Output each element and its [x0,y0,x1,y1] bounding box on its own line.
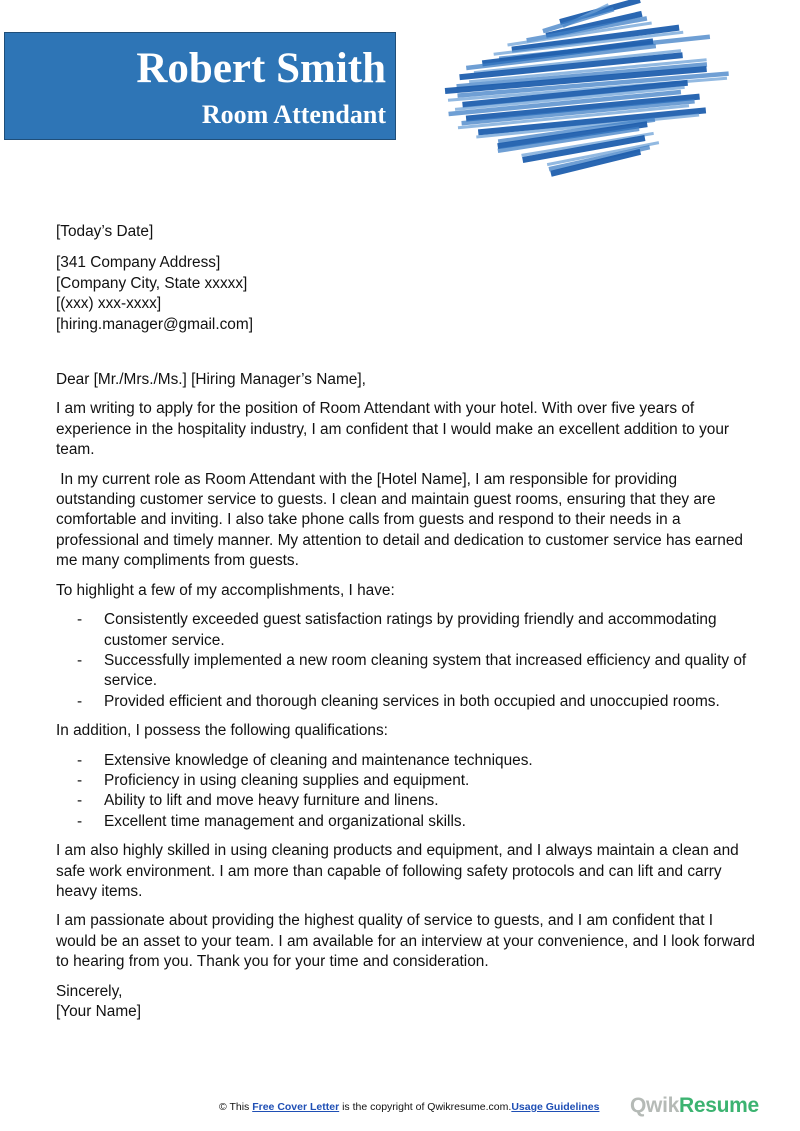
list-item-text: Ability to lift and move heavy furniture and linens. [104,792,439,810]
paragraph-intro: I am writing to apply for the position of Room Attendant with your hotel. With over five years of experience in the hospitality industry, I am confident that I would make an excellent addition to your team. [56,400,734,459]
bullet-dash: - [77,751,83,769]
logo-text-resume: Resume [678,1094,759,1117]
usage-guidelines-link[interactable]: Usage Guidelines [511,1101,600,1113]
copyright-middle: is the copyright of Qwikresume.com. [339,1101,512,1113]
list-item-text: Successfully implemented a new room cleaning system that increased efficiency and quality of service. [104,651,747,690]
list-item [56,751,756,771]
bullet-dash: - [77,692,83,710]
header-banner [4,32,396,140]
logo-text-qwik: Qwik [630,1094,679,1117]
address-line: [341 Company Address] [56,254,221,272]
list-item-text: Proficiency in using cleaning supplies and equipment. [104,771,470,789]
list-item [56,651,756,692]
bullet-dash: - [77,812,83,830]
closing: Sincerely, [56,982,123,1000]
recipient-address [56,253,756,335]
bullet-dash: - [77,611,83,629]
list-item [56,812,756,832]
paragraph-current-role: In my current role as Room Attendant with the [Hotel Name], I am responsible for providing outstanding customer service to guests. I clean and maintain guest rooms, ensuring that they are comfortable and inviting. I also take phone calls from guests and respond to their needs in a professional and timely manner. My attention to detail and dedication to customer service has earned me many compliments from guests. [56,470,748,570]
letter-body [56,222,756,1022]
address-line: [hiring.manager@gmail.com] [56,315,253,333]
letter-date: [Today’s Date] [56,223,154,240]
bullet-dash: - [77,771,83,789]
bullet-dash: - [77,792,83,810]
job-title: Room Attendant [201,100,386,129]
list-item-text: Consistently exceeded guest satisfaction ratings by providing friendly and accommodating customer service. [104,611,717,649]
list-item [56,771,756,791]
list-item-text: Excellent time management and organizational skills. [104,812,466,830]
list-item-text: Extensive knowledge of cleaning and maintenance techniques. [104,751,533,769]
applicant-name: Robert Smith [136,45,386,92]
qwikresume-logo [630,1094,759,1118]
salutation: Dear [Mr./Mrs./Ms.] [Hiring Manager’s Name], [56,371,366,389]
qualifications-intro: In addition, I possess the following qualifications: [56,722,388,740]
copyright-notice [219,1101,599,1113]
signature: [Your Name] [56,1003,141,1020]
address-line: [(xxx) xxx-xxxx] [56,295,162,313]
list-item [56,610,756,651]
list-item [56,791,756,811]
address-line: [Company City, State xxxxx] [56,274,248,292]
qualifications-list [56,751,756,833]
accomplishments-list [56,610,756,712]
copyright-prefix: © This [219,1101,253,1113]
free-cover-letter-link[interactable]: Free Cover Letter [252,1101,340,1113]
list-item-text: Provided efficient and thorough cleaning services in both occupied and unoccupied rooms. [104,692,720,710]
paragraph-skills: I am also highly skilled in using cleaning products and equipment, and I always maintain a clean and safe work environment. I am more than capable of following safety protocols and can lift and carry heavy items. [56,842,739,900]
bullet-dash: - [77,651,83,669]
decorative-streaks [430,0,800,190]
list-item [56,692,756,712]
paragraph-closing: I am passionate about providing the highest quality of service to guests, and I am confident that I would be an asset to your team. I am available for an interview at your convenience, and I look forward to hearing from you. Thank you for your time and consideration. [56,912,755,971]
accomplishments-intro: To highlight a few of my accomplishments, I have: [56,581,395,599]
